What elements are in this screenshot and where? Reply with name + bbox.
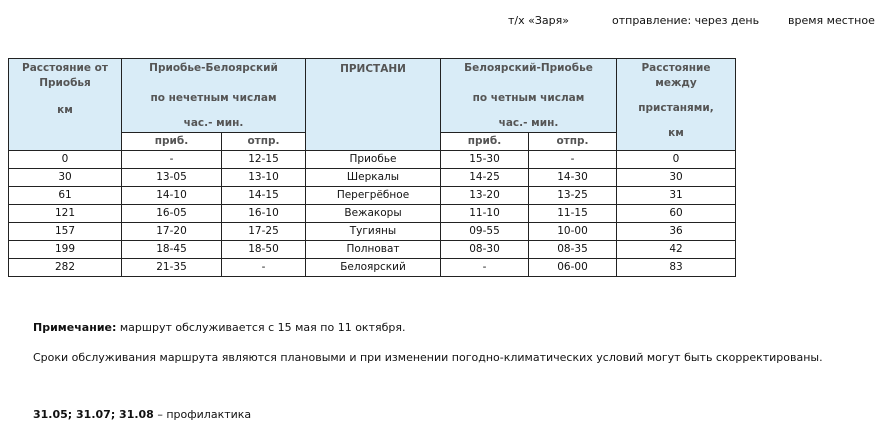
header-direction-1: Приобье-Белоярский по нечетным числам час.- мин. — [122, 59, 306, 133]
table-row — [9, 205, 736, 223]
pier-cell: Полноват — [306, 241, 441, 259]
departure-2-cell: 08-35 — [529, 241, 617, 259]
arrival-1-cell: 13-05 — [122, 169, 222, 187]
header-piers: ПРИСТАНИ — [306, 59, 441, 151]
arrival-2-cell: 14-25 — [441, 169, 529, 187]
departure-1-cell: 18-50 — [222, 241, 306, 259]
terms-note: Сроки обслуживания маршрута являются плановыми и при изменении погодно-климатических условий могут быть скорректированы. — [33, 351, 823, 364]
distance-cell: 30 — [9, 169, 122, 187]
note-line — [33, 321, 405, 334]
header-direction-2: Белоярский-Приобье по четным числам час.- мин. — [441, 59, 617, 133]
arrival-2-cell: 13-20 — [441, 187, 529, 205]
header-distance-between: Расстояние между пристанями, км — [617, 59, 736, 151]
table-row — [9, 151, 736, 169]
departure-2-cell: 14-30 — [529, 169, 617, 187]
departure-2-cell: 13-25 — [529, 187, 617, 205]
distance-cell: 199 — [9, 241, 122, 259]
departure-2-cell: 11-15 — [529, 205, 617, 223]
between-cell: 0 — [617, 151, 736, 169]
distance-cell: 157 — [9, 223, 122, 241]
time-note: время местное — [788, 14, 875, 27]
distance-cell: 61 — [9, 187, 122, 205]
departure-1-cell: 12-15 — [222, 151, 306, 169]
departure-2-cell: 10-00 — [529, 223, 617, 241]
distance-cell: 0 — [9, 151, 122, 169]
vessel-name: т/х «Заря» — [508, 14, 569, 27]
header-departure-2: отпр. — [529, 133, 617, 151]
table-row — [9, 223, 736, 241]
departure-1-cell: 17-25 — [222, 223, 306, 241]
arrival-2-cell: 15-30 — [441, 151, 529, 169]
arrival-1-cell: 16-05 — [122, 205, 222, 223]
maintenance-dates: 31.05; 31.07; 31.08 — [33, 408, 154, 421]
note-label: Примечание: — [33, 321, 117, 334]
header-arrival-1: приб. — [122, 133, 222, 151]
arrival-1-cell: 21-35 — [122, 259, 222, 277]
departure-1-cell: 16-10 — [222, 205, 306, 223]
departure-1-cell: - — [222, 259, 306, 277]
departure-frequency: отправление: через день — [612, 14, 760, 27]
note-text: маршрут обслуживается с 15 мая по 11 октября. — [116, 321, 406, 334]
arrival-1-cell: 18-45 — [122, 241, 222, 259]
between-cell: 83 — [617, 259, 736, 277]
distance-cell: 121 — [9, 205, 122, 223]
header-arrival-2: приб. — [441, 133, 529, 151]
departure-1-cell: 13-10 — [222, 169, 306, 187]
between-cell: 42 — [617, 241, 736, 259]
departure-2-cell: - — [529, 151, 617, 169]
maintenance-line — [33, 408, 251, 421]
header-departure-1: отпр. — [222, 133, 306, 151]
table-row — [9, 187, 736, 205]
header-distance-from: Расстояние от Приобья км — [9, 59, 122, 151]
arrival-2-cell: 08-30 — [441, 241, 529, 259]
arrival-1-cell: 14-10 — [122, 187, 222, 205]
between-cell: 36 — [617, 223, 736, 241]
departure-2-cell: 06-00 — [529, 259, 617, 277]
distance-cell: 282 — [9, 259, 122, 277]
departure-1-cell: 14-15 — [222, 187, 306, 205]
pier-cell: Белоярский — [306, 259, 441, 277]
between-cell: 31 — [617, 187, 736, 205]
pier-cell: Тугияны — [306, 223, 441, 241]
arrival-1-cell: 17-20 — [122, 223, 222, 241]
arrival-1-cell: - — [122, 151, 222, 169]
table-row — [9, 169, 736, 187]
pier-cell: Приобье — [306, 151, 441, 169]
between-cell: 30 — [617, 169, 736, 187]
arrival-2-cell: 09-55 — [441, 223, 529, 241]
table-row — [9, 259, 736, 277]
maintenance-text: – профилактика — [153, 408, 252, 421]
arrival-2-cell: 11-10 — [441, 205, 529, 223]
pier-cell: Перегрёбное — [306, 187, 441, 205]
table-row — [9, 241, 736, 259]
arrival-2-cell: - — [441, 259, 529, 277]
schedule-table — [8, 58, 736, 277]
between-cell: 60 — [617, 205, 736, 223]
pier-cell: Вежакоры — [306, 205, 441, 223]
pier-cell: Шеркалы — [306, 169, 441, 187]
